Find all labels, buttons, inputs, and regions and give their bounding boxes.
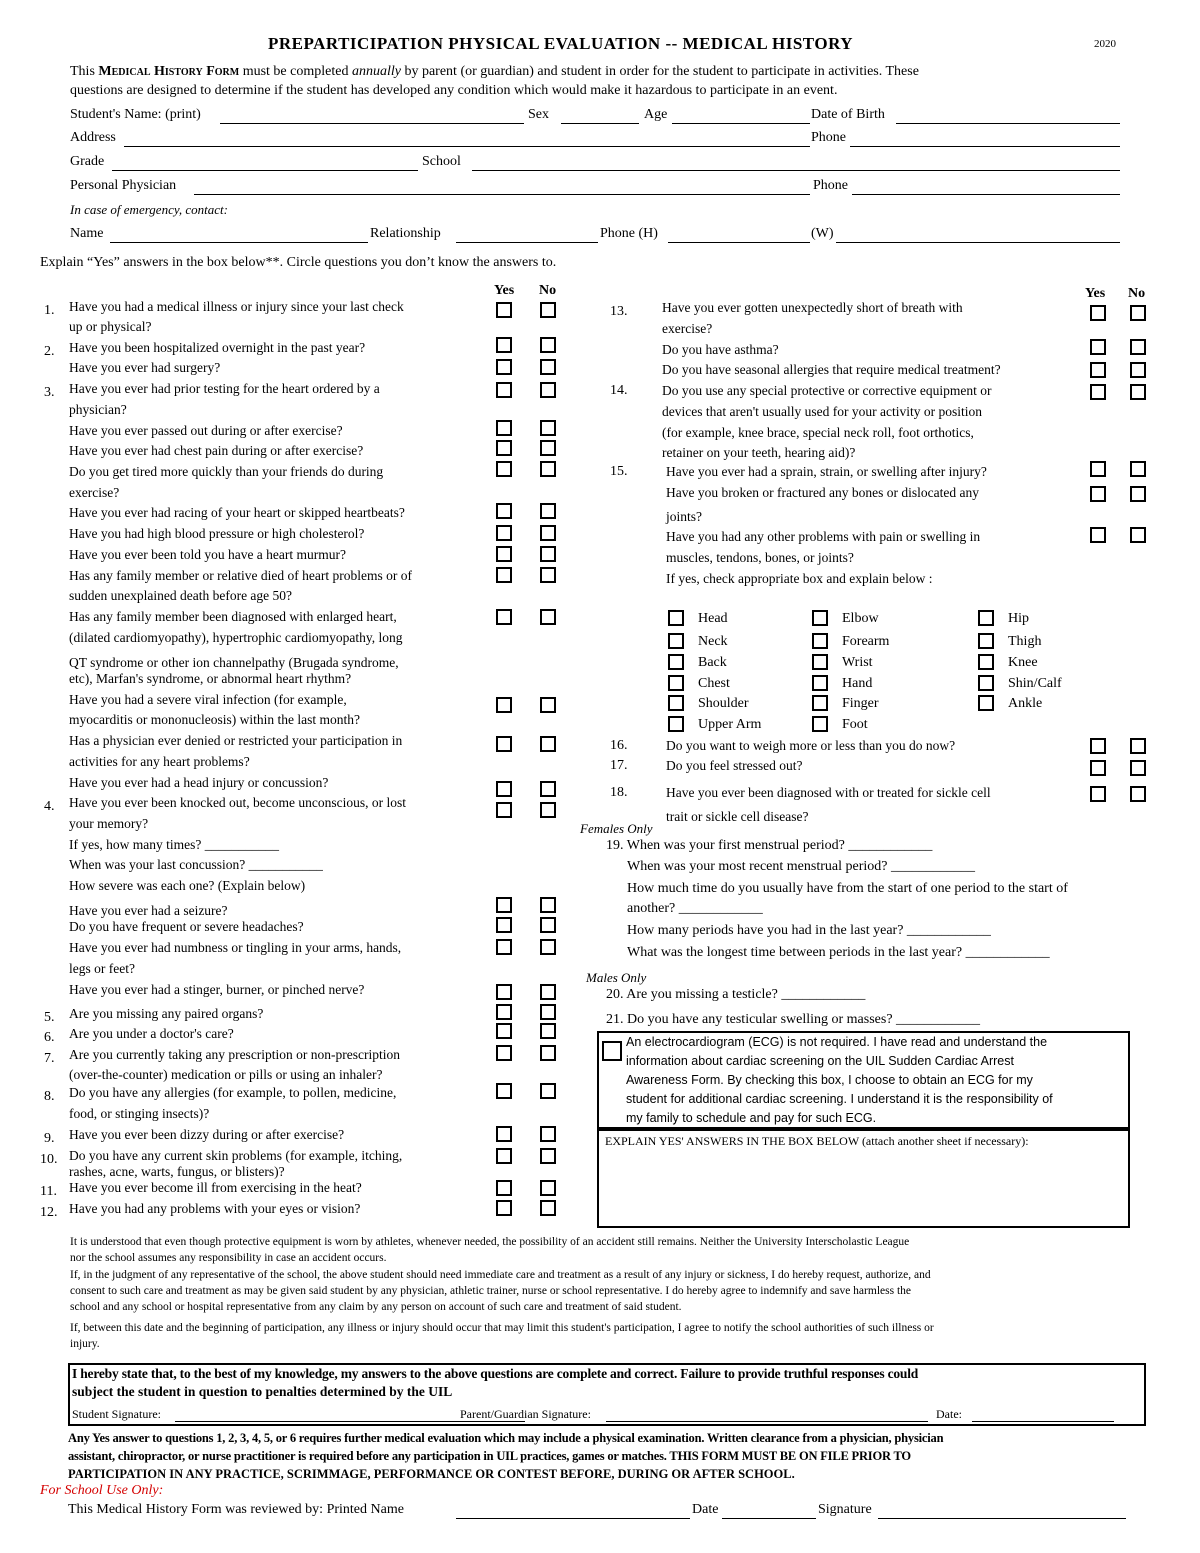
reviewed-date-field[interactable] [722,1518,816,1519]
statement-box [68,1363,1146,1426]
body-part-label: Shoulder [698,696,749,711]
no-checkbox[interactable] [1130,305,1146,321]
yes-checkbox[interactable] [496,1180,512,1196]
legal-p3-line-1: If, between this date and the beginning of participation, any illness or injury should occur that may limit this student's participation, I agree to notify the school authorities of such illness or [70,1322,934,1334]
form-year: 2020 [1094,38,1116,50]
phone-w-label: (W) [811,226,834,241]
yes-checkbox[interactable] [496,1004,512,1020]
no-checkbox[interactable] [1130,527,1146,543]
yes-checkbox[interactable] [496,984,512,1000]
question-text: activities for any heart problems? [69,754,250,769]
body-part-checkbox[interactable] [812,610,828,626]
body-part-checkbox[interactable] [812,633,828,649]
yes-checkbox[interactable] [496,337,512,353]
address-field[interactable] [124,146,810,147]
question-number: 3. [44,385,55,400]
reviewed-date-label: Date [692,1502,719,1517]
no-checkbox[interactable] [1130,461,1146,477]
student-name-label: Student's Name: (print) [70,107,201,122]
yes-checkbox[interactable] [496,461,512,477]
question-text: Are you under a doctor's care? [69,1026,234,1041]
question-text: rashes, acne, warts, fungus, or blisters)? [69,1164,285,1179]
yes-checkbox[interactable] [1090,760,1106,776]
no-checkbox[interactable] [1130,786,1146,802]
question-number: 9. [44,1131,55,1146]
question-text: physician? [69,402,127,417]
yes-checkbox[interactable] [496,302,512,318]
student-name-field[interactable] [220,123,524,124]
question-text: Do you have asthma? [662,342,779,357]
legal-p2-line-3: school and any school or hospital representative from any claim by any person on account of such care and treatment of said student. [70,1301,682,1313]
dob-field[interactable] [896,123,1120,124]
no-checkbox[interactable] [540,897,556,913]
question-text: Do you get tired more quickly than your friends do during [69,464,384,479]
no-checkbox[interactable] [540,697,556,713]
emergency-label: In case of emergency, contact: [70,202,228,217]
question-text: Has a physician ever denied or restricted your participation in [69,733,403,748]
contact-name-field[interactable] [110,242,368,243]
parent-signature-label: Parent/Guardian Signature: [460,1407,591,1421]
phone-h-label: Phone (H) [600,226,658,241]
q19e-text: How many periods have you had in the last year? ____________ [627,923,991,938]
yes-checkbox[interactable] [496,697,512,713]
question-text: joints? [666,509,702,524]
yes-checkbox[interactable] [496,609,512,625]
body-part-checkbox[interactable] [812,675,828,691]
body-part-checkbox[interactable] [812,654,828,670]
question-text: Have you ever had a sprain, strain, or swelling after injury? [666,464,987,479]
q19b-text: When was your most recent menstrual period? ____________ [627,859,975,874]
body-part-checkbox[interactable] [978,675,994,691]
yes-checkbox[interactable] [496,546,512,562]
question-number: 5. [44,1010,55,1025]
no-checkbox[interactable] [540,1200,556,1216]
phone-label: Phone [811,130,846,145]
page-title: PREPARTICIPATION PHYSICAL EVALUATION -- MEDICAL HISTORY [268,34,854,53]
no-checkbox[interactable] [540,337,556,353]
question-text: Have you had any problems with your eyes or vision? [69,1201,361,1216]
phone-h-field[interactable] [668,242,810,243]
student-signature-label: Student Signature: [72,1407,161,1421]
question-text: Are you missing any paired organs? [69,1006,264,1021]
question-text: myocarditis or mononucleosis) within the last month? [69,712,360,727]
body-part-checkbox[interactable] [668,633,684,649]
legal-p2-line-2: consent to such care and treatment as may be given said student by any physician, athletic trainer, nurse or school representative. I do hereby agree to indemnify and save harmless the [70,1285,911,1297]
body-part-label: Thigh [1008,634,1042,649]
reviewed-signature-label: Signature [818,1502,872,1517]
question-text: Have you had high blood pressure or high cholesterol? [69,526,365,541]
yes-checkbox[interactable] [496,503,512,519]
q20-text: 20. Are you missing a testicle? ____________ [606,987,866,1002]
intro-line-2: questions are designed to determine if the student has developed any condition which would make it hazardous to participate in an event. [70,83,838,98]
question-text: your memory? [69,816,149,831]
question-text: Have you ever had prior testing for the heart ordered by a [69,381,380,396]
parent-signature-field[interactable] [606,1421,928,1422]
yes-checkbox[interactable] [1090,486,1106,502]
yes-checkbox[interactable] [1090,527,1106,543]
age-label: Age [644,107,668,122]
question-text: Do you have frequent or severe headaches? [69,919,304,934]
yes-checkbox[interactable] [496,420,512,436]
question-text: muscles, tendons, bones, or joints? [666,550,854,565]
body-part-checkbox[interactable] [668,610,684,626]
phone-w-field[interactable] [836,242,1120,243]
statement-line-1: I hereby state that, to the best of my knowledge, my answers to the above questions are complete and correct. Failure to provide truthful responses could [72,1366,919,1381]
explain-yes-box[interactable] [597,1129,1130,1228]
question-number: 6. [44,1030,55,1045]
q19f-text: What was the longest time between periods in the last year? ____________ [627,945,1050,960]
no-checkbox[interactable] [540,1148,556,1164]
physician-label: Personal Physician [70,178,177,193]
legal-p1-line-2: nor the school assumes any responsibility in case an accident occurs. [70,1252,387,1264]
sex-field[interactable] [561,123,639,124]
yes-checkbox[interactable] [1090,461,1106,477]
no-checkbox[interactable] [540,1004,556,1020]
yes-checkbox[interactable] [496,1045,512,1061]
question-text: Have you been hospitalized overnight in the past year? [69,340,366,355]
yes-checkbox[interactable] [1090,384,1106,400]
question-text: If yes, how many times? ___________ [69,837,279,852]
no-checkbox[interactable] [540,1126,556,1142]
body-part-label: Hip [1008,611,1029,626]
body-part-label: Finger [842,696,879,711]
yes-checkbox[interactable] [496,1083,512,1099]
question-text: Are you currently taking any prescription or non-prescription [69,1047,401,1062]
ecg-line-5: my family to schedule and pay for such ECG. [626,1111,877,1125]
question-number: 12. [40,1205,58,1220]
no-checkbox[interactable] [540,1083,556,1099]
no-checkbox[interactable] [540,461,556,477]
q19c-text: How much time do you usually have from the start of one period to the start of [627,881,1068,896]
question-text: up or physical? [69,319,152,334]
body-part-label: Chest [698,676,730,691]
ecg-line-2: information about cardiac screening on the UIL Sudden Cardiac Arrest [626,1054,1014,1068]
question-text: QT syndrome or other ion channelpathy (Brugada syndrome, [69,655,399,670]
ecg-line-4: student for additional cardiac screening. I understand it is the responsibility of [626,1092,1053,1106]
question-text: exercise? [662,321,713,336]
question-text: Do you have seasonal allergies that require medical treatment? [662,362,1001,377]
school-use-heading: For School Use Only: [40,1483,164,1498]
body-part-label: Forearm [842,634,890,649]
yes-checkbox[interactable] [1090,339,1106,355]
body-part-checkbox[interactable] [978,695,994,711]
no-checkbox[interactable] [540,802,556,818]
yes-checkbox[interactable] [496,802,512,818]
males-heading: Males Only [586,970,647,985]
no-checkbox[interactable] [540,382,556,398]
yes-checkbox[interactable] [1090,786,1106,802]
question-text: Have you had a medical illness or injury since your last check [69,299,404,314]
yes-checkbox[interactable] [496,382,512,398]
question-text: How severe was each one? (Explain below) [69,878,306,893]
body-part-checkbox[interactable] [812,695,828,711]
body-part-label: Hand [842,676,873,691]
no-checkbox[interactable] [540,609,556,625]
intro-line-1: This Medical History Form must be completed annually by parent (or guardian) and student in order for the student to participate in activities. These [70,64,919,79]
question-number: 11. [40,1184,57,1199]
yes-checkbox[interactable] [496,1200,512,1216]
yes-checkbox[interactable] [496,567,512,583]
no-checkbox[interactable] [1130,738,1146,754]
question-number: 10. [40,1152,58,1167]
question-text: Has any family member or relative died of heart problems or of [69,568,413,583]
footer-note-line-1: Any Yes answer to questions 1, 2, 3, 4, 5, or 6 requires further medical evaluation which may include a physical examination. Written clearance from a physician, physician [68,1431,944,1445]
q19-text: 19. When was your first menstrual period? ____________ [606,838,933,853]
yes-checkbox[interactable] [496,1126,512,1142]
question-text: Have you ever been dizzy during or after exercise? [69,1127,345,1142]
no-checkbox[interactable] [540,917,556,933]
grade-field[interactable] [112,170,418,171]
question-text: Do you want to weigh more or less than you do now? [666,738,956,753]
question-number: 7. [44,1051,55,1066]
body-part-checkbox[interactable] [812,716,828,732]
grade-label: Grade [70,154,105,169]
question-text: retainer on your teeth, hearing aid)? [662,445,856,460]
no-checkbox[interactable] [540,546,556,562]
yes-checkbox[interactable] [496,781,512,797]
yes-checkbox[interactable] [496,736,512,752]
yes-checkbox[interactable] [1090,362,1106,378]
ecg-line-1: An electrocardiogram (ECG) is not required. I have read and understand the [626,1035,1048,1049]
body-part-checkbox[interactable] [978,654,994,670]
question-text: Have you ever had numbness or tingling in your arms, hands, [69,940,402,955]
question-text: Have you ever had racing of your heart or skipped heartbeats? [69,505,405,520]
right-no-header: No [1128,286,1146,301]
phone-field[interactable] [850,146,1120,147]
phone2-field[interactable] [852,194,1120,195]
no-checkbox[interactable] [540,359,556,375]
question-text: sudden unexplained death before age 50? [69,588,293,603]
no-checkbox[interactable] [540,302,556,318]
no-checkbox[interactable] [540,440,556,456]
question-text: Have you ever been told you have a heart murmur? [69,547,347,562]
q19d-text: another? ____________ [627,901,763,916]
body-part-label: Shin/Calf [1008,676,1062,691]
legal-p3-line-2: injury. [70,1338,100,1350]
relationship-field[interactable] [456,242,598,243]
question-text: Do you feel stressed out? [666,758,803,773]
question-text: Have you ever gotten unexpectedly short of breath with [662,300,963,315]
reviewed-by-label: This Medical History Form was reviewed by: Printed Name [68,1502,404,1517]
q21-text: 21. Do you have any testicular swelling or masses? ____________ [606,1012,981,1027]
right-yes-header: Yes [1085,286,1106,301]
yes-checkbox[interactable] [496,1023,512,1039]
question-text: When was your last concussion? ___________ [69,857,323,872]
yes-checkbox[interactable] [496,917,512,933]
question-number: 16. [610,738,628,753]
no-checkbox[interactable] [540,736,556,752]
relationship-label: Relationship [370,226,441,241]
school-label: School [422,154,461,169]
yes-checkbox[interactable] [496,525,512,541]
question-text: Have you ever had a head injury or concussion? [69,775,329,790]
physician-field[interactable] [194,194,810,195]
yes-checkbox[interactable] [1090,738,1106,754]
body-part-label: Wrist [842,655,873,670]
body-part-checkbox[interactable] [668,695,684,711]
yes-checkbox[interactable] [496,359,512,375]
reviewed-name-field[interactable] [456,1518,690,1519]
phone2-label: Phone [813,178,848,193]
signature-date-label: Date: [936,1407,962,1421]
question-text: food, or stinging insects)? [69,1106,210,1121]
question-text: Do you have any current skin problems (for example, itching, [69,1148,403,1163]
question-number: 8. [44,1089,55,1104]
question-number: 13. [610,304,628,319]
question-text: (over-the-counter) medication or pills or using an inhaler? [69,1067,383,1082]
dob-label: Date of Birth [811,107,885,122]
question-text: Has any family member been diagnosed with enlarged heart, [69,609,397,624]
no-checkbox[interactable] [1130,339,1146,355]
no-checkbox[interactable] [540,1045,556,1061]
question-number: 18. [610,785,628,800]
yes-checkbox[interactable] [1090,305,1106,321]
explain-note: Explain “Yes” answers in the box below**. Circle questions you don’t know the answers to. [40,255,557,270]
no-checkbox[interactable] [1130,384,1146,400]
footer-note-line-3: PARTICIPATION IN ANY PRACTICE, SCRIMMAGE, PERFORMANCE OR CONTEST BEFORE, DURING OR AFTER SCHOOL. [68,1467,795,1481]
question-text: Have you ever had surgery? [69,360,221,375]
age-field[interactable] [672,123,810,124]
body-part-checkbox[interactable] [668,675,684,691]
ecg-box [597,1031,1130,1129]
no-checkbox[interactable] [1130,486,1146,502]
no-checkbox[interactable] [540,939,556,955]
no-checkbox[interactable] [540,1023,556,1039]
body-part-label: Head [698,611,728,626]
body-part-checkbox[interactable] [668,654,684,670]
question-text: devices that aren't usually used for your activity or position [662,404,982,419]
question-text: Have you had any other problems with pain or swelling in [666,529,981,544]
question-number: 1. [44,303,55,318]
question-text: (dilated cardiomyopathy), hypertrophic cardiomyopathy, long [69,630,403,645]
question-text: Have you ever had chest pain during or after exercise? [69,443,364,458]
question-text: Do you use any special protective or corrective equipment or [662,383,992,398]
question-text: Have you ever passed out during or after exercise? [69,423,343,438]
body-part-label: Knee [1008,655,1038,670]
question-text: Have you ever been knocked out, become unconscious, or lost [69,795,407,810]
statement-line-2: subject the student in question to penalties determined by the UIL [72,1384,453,1399]
reviewed-signature-field[interactable] [878,1518,1126,1519]
question-text: (for example, knee brace, special neck roll, foot orthotics, [662,425,974,440]
body-part-label: Ankle [1008,696,1043,711]
legal-p2-line-1: If, in the judgment of any representative of the school, the above student should need immediate care and treatment as a result of any injury or sickness, I do hereby request, authorize, and [70,1269,931,1281]
body-part-label: Elbow [842,611,879,626]
question-text: Do you have any allergies (for example, to pollen, medicine, [69,1085,397,1100]
legal-p1-line-1: It is understood that even though protective equipment is worn by athletes, whenever needed, the possibility of an accident still remains. Neither the University Interscholastic League [70,1236,910,1248]
question-text: Have you ever become ill from exercising in the heat? [69,1180,362,1195]
question-number: 14. [610,383,628,398]
no-checkbox[interactable] [540,420,556,436]
body-part-label: Back [698,655,727,670]
body-part-checkbox[interactable] [978,610,994,626]
yes-checkbox[interactable] [496,1148,512,1164]
body-part-label: Neck [698,634,728,649]
question-number: 2. [44,344,55,359]
no-checkbox[interactable] [540,781,556,797]
no-checkbox[interactable] [540,984,556,1000]
body-part-label: Upper Arm [698,717,762,732]
yes-checkbox[interactable] [496,939,512,955]
body-part-label: Foot [842,717,868,732]
question-text: Have you had a severe viral infection (for example, [69,692,347,707]
school-field[interactable] [472,170,1120,171]
question-number: 4. [44,799,55,814]
signature-date-field[interactable] [972,1421,1114,1422]
no-checkbox[interactable] [1130,362,1146,378]
footer-note-line-2: assistant, chiropractor, or nurse practitioner is required before any participation in UIL practices, games or matches. THIS FORM MUST BE ON FILE PRIOR TO [68,1449,911,1463]
question-text: exercise? [69,485,120,500]
females-heading: Females Only [580,821,653,836]
no-checkbox[interactable] [1130,760,1146,776]
question-text: legs or feet? [69,961,135,976]
body-part-checkbox[interactable] [668,716,684,732]
body-part-checkbox[interactable] [978,633,994,649]
no-checkbox[interactable] [540,503,556,519]
sex-label: Sex [528,107,549,122]
question-text: trait or sickle cell disease? [666,809,809,824]
contact-name-label: Name [70,226,104,241]
left-yes-header: Yes [494,283,515,298]
question-number: 17. [610,758,628,773]
yes-checkbox[interactable] [496,440,512,456]
question-text: Have you ever been diagnosed with or treated for sickle cell [666,785,991,800]
no-checkbox[interactable] [540,525,556,541]
left-no-header: No [539,283,557,298]
no-checkbox[interactable] [540,1180,556,1196]
explain-yes-heading: EXPLAIN YES' ANSWERS IN THE BOX BELOW (attach another sheet if necessary): [605,1134,1029,1148]
question-number: 15. [610,464,628,479]
ecg-line-3: Awareness Form. By checking this box, I choose to obtain an ECG for my [626,1073,1033,1087]
address-label: Address [70,130,116,145]
question-text: If yes, check appropriate box and explain below : [666,571,933,586]
ecg-checkbox[interactable] [602,1041,622,1061]
no-checkbox[interactable] [540,567,556,583]
question-text: etc), Marfan's syndrome, or abnormal heart rhythm? [69,671,352,686]
yes-checkbox[interactable] [496,897,512,913]
question-text: Have you broken or fractured any bones or dislocated any [666,485,980,500]
question-text: Have you ever had a stinger, burner, or pinched nerve? [69,982,365,997]
question-text: Have you ever had a seizure? [69,903,228,918]
